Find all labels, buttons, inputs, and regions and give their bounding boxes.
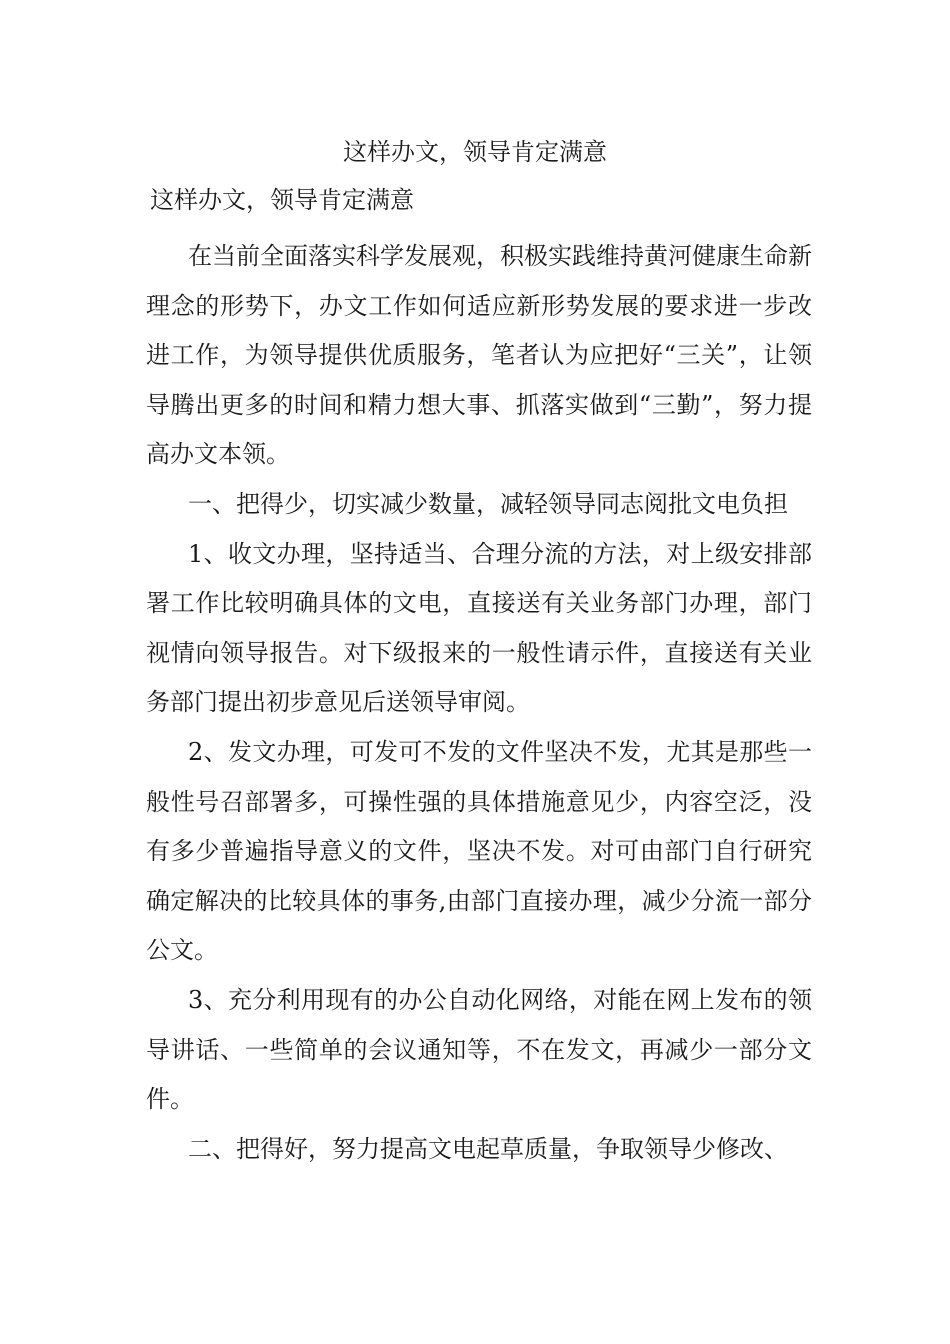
paragraph-item-1: 1、收文办理，坚持适当、合理分流的方法，对上级安排部署工作比较明确具体的文电，直接送有关业务部门办理，部门视情向领导报告。对下级报来的一般性请示件，直接送有关业务部门提出初步意见后送领导审阅。: [146, 539, 812, 717]
section-heading-2: 二、把得好，努力提高文电起草质量，争取领导少修改、: [188, 1134, 788, 1163]
document-subtitle: 这样办文，领导肯定满意: [150, 186, 414, 214]
section-heading-1: 一、把得少，切实减少数量，减轻领导同志阅批文电负担: [188, 489, 788, 518]
paragraph-intro: 在当前全面落实科学发展观，积极实践维持黄河健康生命新理念的形势下，办文工作如何适应新形势发展的要求进一步改进工作，为领导提供优质服务，笔者认为应把好“三关”，让领导腾出更多的时间和精力想大事、抓落实做到“三勤”，努力提高办文本领。: [146, 242, 812, 469]
document-body: [146, 232, 812, 1174]
paragraph-item-3: 3、充分利用现有的办公自动化网络，对能在网上发布的领导讲话、一些简单的会议通知等，不在发文，再减少一部分文件。: [146, 985, 812, 1114]
document-title: 这样办文，领导肯定满意: [343, 138, 607, 166]
paragraph-item-2: 2、发文办理，可发可不发的文件坚决不发，尤其是那些一般性号召部署多，可操性强的具体措施意见少，内容空泛，没有多少普遍指导意义的文件，坚决不发。对可由部门自行研究确定解决的比较具体的事务,由部门直接办理，减少分流一部分公文。: [146, 737, 812, 965]
